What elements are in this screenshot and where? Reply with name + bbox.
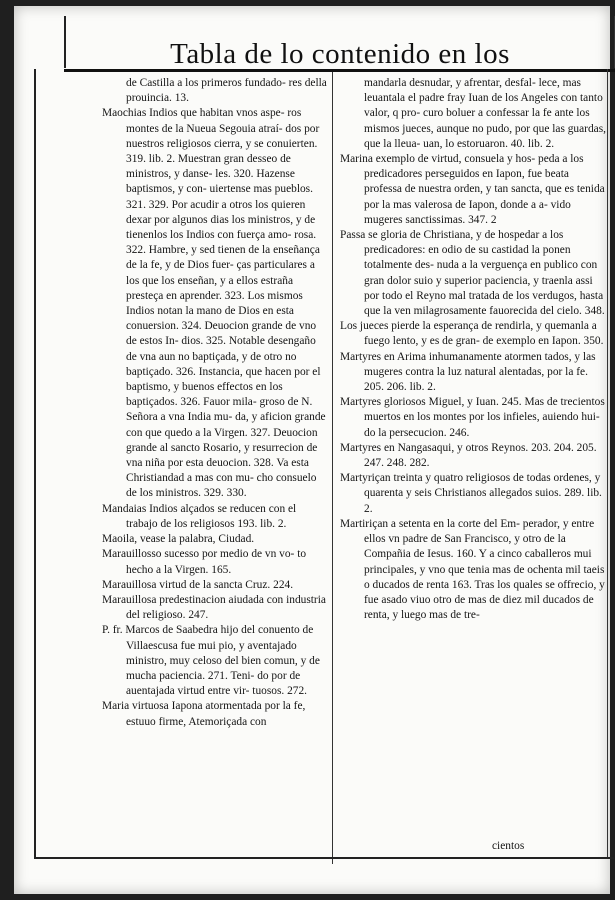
title-frame	[64, 16, 615, 68]
index-entry: Marina exemplo de virtud, consuela y hos- peda a los predicadores perseguidos en Iapon, fue beata professa de nuestra orden, y tan sancta, que es tenida por la mas valerosa de Iapon, donde a a- vido mugeres sanctissimas. 347. 2	[340, 153, 605, 226]
index-entry: Passa se gloria de Christiana, y de hospedar a los predicadores: en odio de su castidad la ponen totalmente des- nuda a la verguença en publico con gran dolor suio y superior paciencia, y traenla assi por todo el Reyno mal tratada de los verdugos, hasta que la ven milagrosamente fauorecida del cielo. 348.	[340, 229, 605, 318]
index-entry: Martyres en Arima inhumanamente atormen tados, y las mugeres contra la luz natural alentadas, por la fe. 205. 206. lib. 2.	[340, 350, 596, 394]
index-entry: Maria virtuosa Iapona atormentada por la fe, estuuo firme, Atemoriçada con	[102, 700, 306, 728]
index-entry: Maochias Indios que habitan vnos aspe- ros montes de la Nueua Segouia atraí- dos por nuestros religiosos cierra, y se conuierten. 319. lib. 2. Muestran gran desseo de ministros, y danse- les. 320. Hazense baptismos, y con- uiertense mas pueblos. 321. 329. Por acudir a otros los quieren dexar por algunos dias los ministros, y de tienenlos los Indios con fuerça amo- rosa. 322. Hambre, y sed tienen de la enseñança de la fe, y de Dios fuer- ças particulares a los que los enseñan, y a ellos estraña presteça en aprender. 323. Los mismos Indios notan la mano de Dios en esta conuersion. 324. Deuocion grande de vno de estos In- dios. 325. Notable desengaño de vna aun no baptiçada, y de otro no baptiçado. 326. Instancia, que hacen por el baptismo, y buenos effectos en los baptiçados. 326. Fauor mila- groso de N. Señora a vna India mu- da, y aficion grande con que quedo a la Virgen. 327. Deuocion grande al sancto Rosario, y resurrecion de vna niña por esta deuocion. 328. Va esta Christiandad a mas con mu- cho consuelo de los ministros. 329. 330.	[102, 107, 326, 500]
index-entry: Los jueces pierde la esperança de rendirla, y quemanla a fuego lento, y es de gran- de exemplo en Iapon. 350.	[340, 320, 604, 348]
page-title: Tabla de lo contenido en los	[170, 38, 510, 70]
index-entry: Martyres en Nangasaqui, y otros Reynos. 203. 204. 205. 247. 248. 282.	[340, 441, 597, 470]
index-entry: Mandaias Indios alçados se reducen con el trabajo de los religiosos 193. lib. 2.	[102, 502, 297, 530]
index-entry: de Castilla a los primeros fundado- res della prouincia. 13.	[126, 77, 327, 105]
index-entry: Marauillosa virtud de la sancta Cruz. 224.	[102, 578, 294, 591]
index-entry: Marauillosa predestinacion aiudada con industria del religioso. 247.	[102, 593, 326, 622]
left-frame-line	[34, 69, 36, 857]
index-entry: Martiriçan a setenta en la corte del Em- perador, y entre ellos vn padre de San Francisco, y otro de la Compañia de Iesus. 160. Y a cinco caballeros mui principales, y vno que tenia mas de ochenta mil taeis o ducados de renta 163. Tras los quales se offrecio, y fue asado viuo otro de mas de diez mil ducados de renta, y luego mas de tre-	[340, 517, 605, 622]
index-entry: Martyriçan treinta y quatro religiosos de todas ordenes, y quarenta y seis Christianos allegados suios. 289. lib. 2.	[340, 472, 602, 515]
header-rule	[64, 69, 615, 72]
book-page	[14, 6, 610, 894]
column-divider	[332, 72, 333, 864]
index-entry: Marauillosso sucesso por medio de vn vo- to hecho a la Virgen. 165.	[102, 548, 307, 576]
left-column	[102, 76, 328, 730]
index-entry: mandarla desnudar, y afrentar, desfal- lece, mas leuantala el padre fray Iuan de los Angeles con tanto valor, q pro- curo boluer a confessar la fe ante los mismos jueces, aunque no pudo, por que las guardas, que la lleua- uan, lo estoruaron. 40. lib. 2.	[364, 77, 607, 150]
index-entry: Maoila, vease la palabra, Ciudad.	[102, 533, 255, 546]
catchword: cientos	[492, 840, 525, 852]
bottom-rule	[34, 857, 614, 859]
index-entry: Martyres gloriosos Miguel, y Iuan. 245. Mas de trecientos muertos en los montes por los infieles, auiendo hui- do la persecucion. 246.	[340, 396, 605, 439]
right-column	[340, 76, 608, 623]
index-entry: P. fr. Marcos de Saabedra hijo del conuento de Villaescusa fue mui pio, y aventajado ministro, muy celoso del bien comun, y de mucha paciencia. 271. Teni- do por de auentajada virtud entre vir- tuosos. 272.	[102, 624, 320, 698]
